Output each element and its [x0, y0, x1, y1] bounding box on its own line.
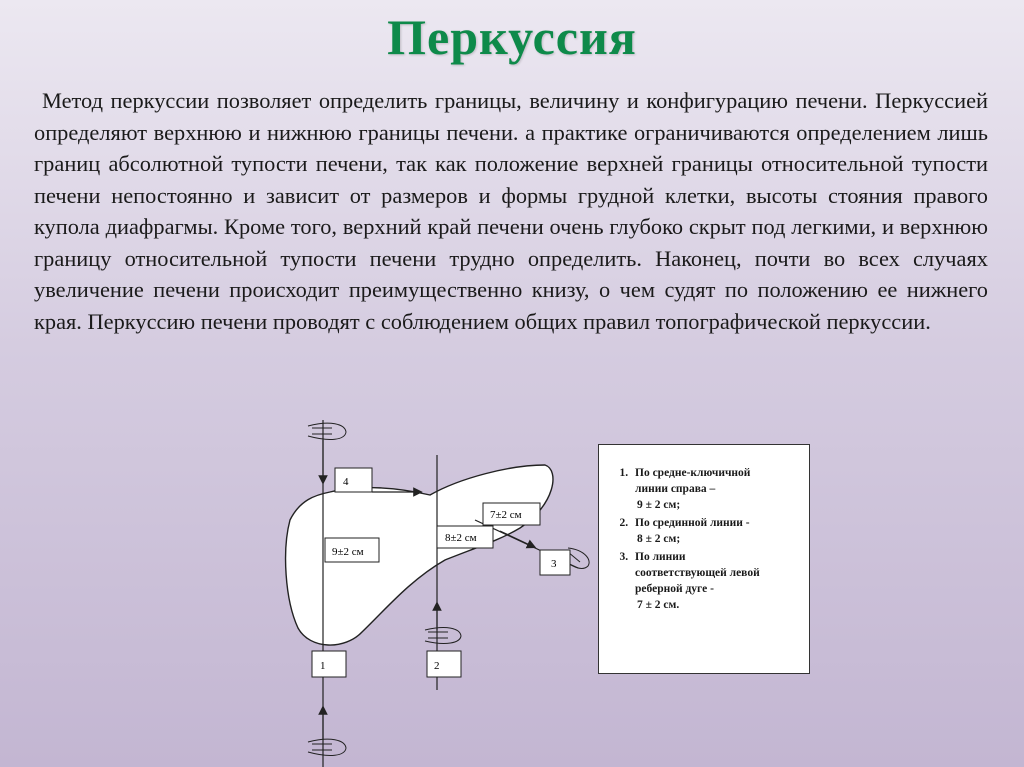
dim-mid-label: 8±2 см — [445, 532, 477, 544]
legend-item-1-line2: линии справа – — [635, 483, 716, 495]
slide-title: Перкуссия — [387, 9, 637, 65]
box-4 — [335, 468, 372, 492]
legend-item-3-line1: 3. По линии — [635, 551, 686, 563]
legend-item-3-value: 7 ± 2 см. — [637, 599, 680, 611]
legend-item — [631, 465, 801, 513]
legend-item-1-value: 9 ± 2 см; — [637, 499, 681, 511]
arrow-costal — [500, 531, 532, 546]
box-3-label: 3 — [551, 558, 557, 570]
finger-icon-bottom — [308, 739, 346, 755]
legend-item — [631, 515, 801, 547]
box-1 — [312, 651, 346, 677]
legend-list — [607, 465, 801, 613]
slide-paragraph: Метод перкуссии позволяет определить границы, величину и конфигурацию печени. Перкуссией определяют верхнюю и нижнюю границы печени. а практике ограничиваются определением лишь границ абсолютной тупости печени, так как положение верхней границы относительной тупости печени непостоянно и зависит от размеров и формы грудной клетки, высоты стояния правого купола диафрагмы. Кроме того, верхний край печени очень глубоко скрыт под легкими, и верхнюю границу относительной тупости печени трудно определить. Наконец, почти во всех случаях увеличение печени происходит преимущественно книзу, о чем судят по положению ее нижнего края. Перкуссию печени проводят с соблюдением общих правил топографической перкуссии. — [34, 88, 988, 334]
box-2 — [427, 651, 461, 677]
box-1-label: 1 — [320, 660, 326, 672]
legend-item — [631, 549, 801, 613]
legend-item-3-line2: соответствующей левой реберной дуге - — [635, 567, 760, 595]
dim-left-label: 7±2 см — [490, 509, 522, 521]
dim-right-label: 9±2 см — [332, 546, 364, 558]
legend-item-1-line1: 1. По средне-ключичной — [635, 467, 751, 479]
legend-item-2-line1: 2. По срединной линии - — [635, 517, 750, 529]
liver-percussion-diagram — [268, 412, 618, 767]
legend-box — [598, 444, 810, 674]
finger-icon-top — [308, 423, 346, 439]
legend-item-2-value: 8 ± 2 см; — [637, 533, 681, 545]
box-4-label: 4 — [343, 476, 349, 488]
finger-icon-midline — [425, 628, 461, 644]
box-2-label: 2 — [434, 660, 440, 672]
